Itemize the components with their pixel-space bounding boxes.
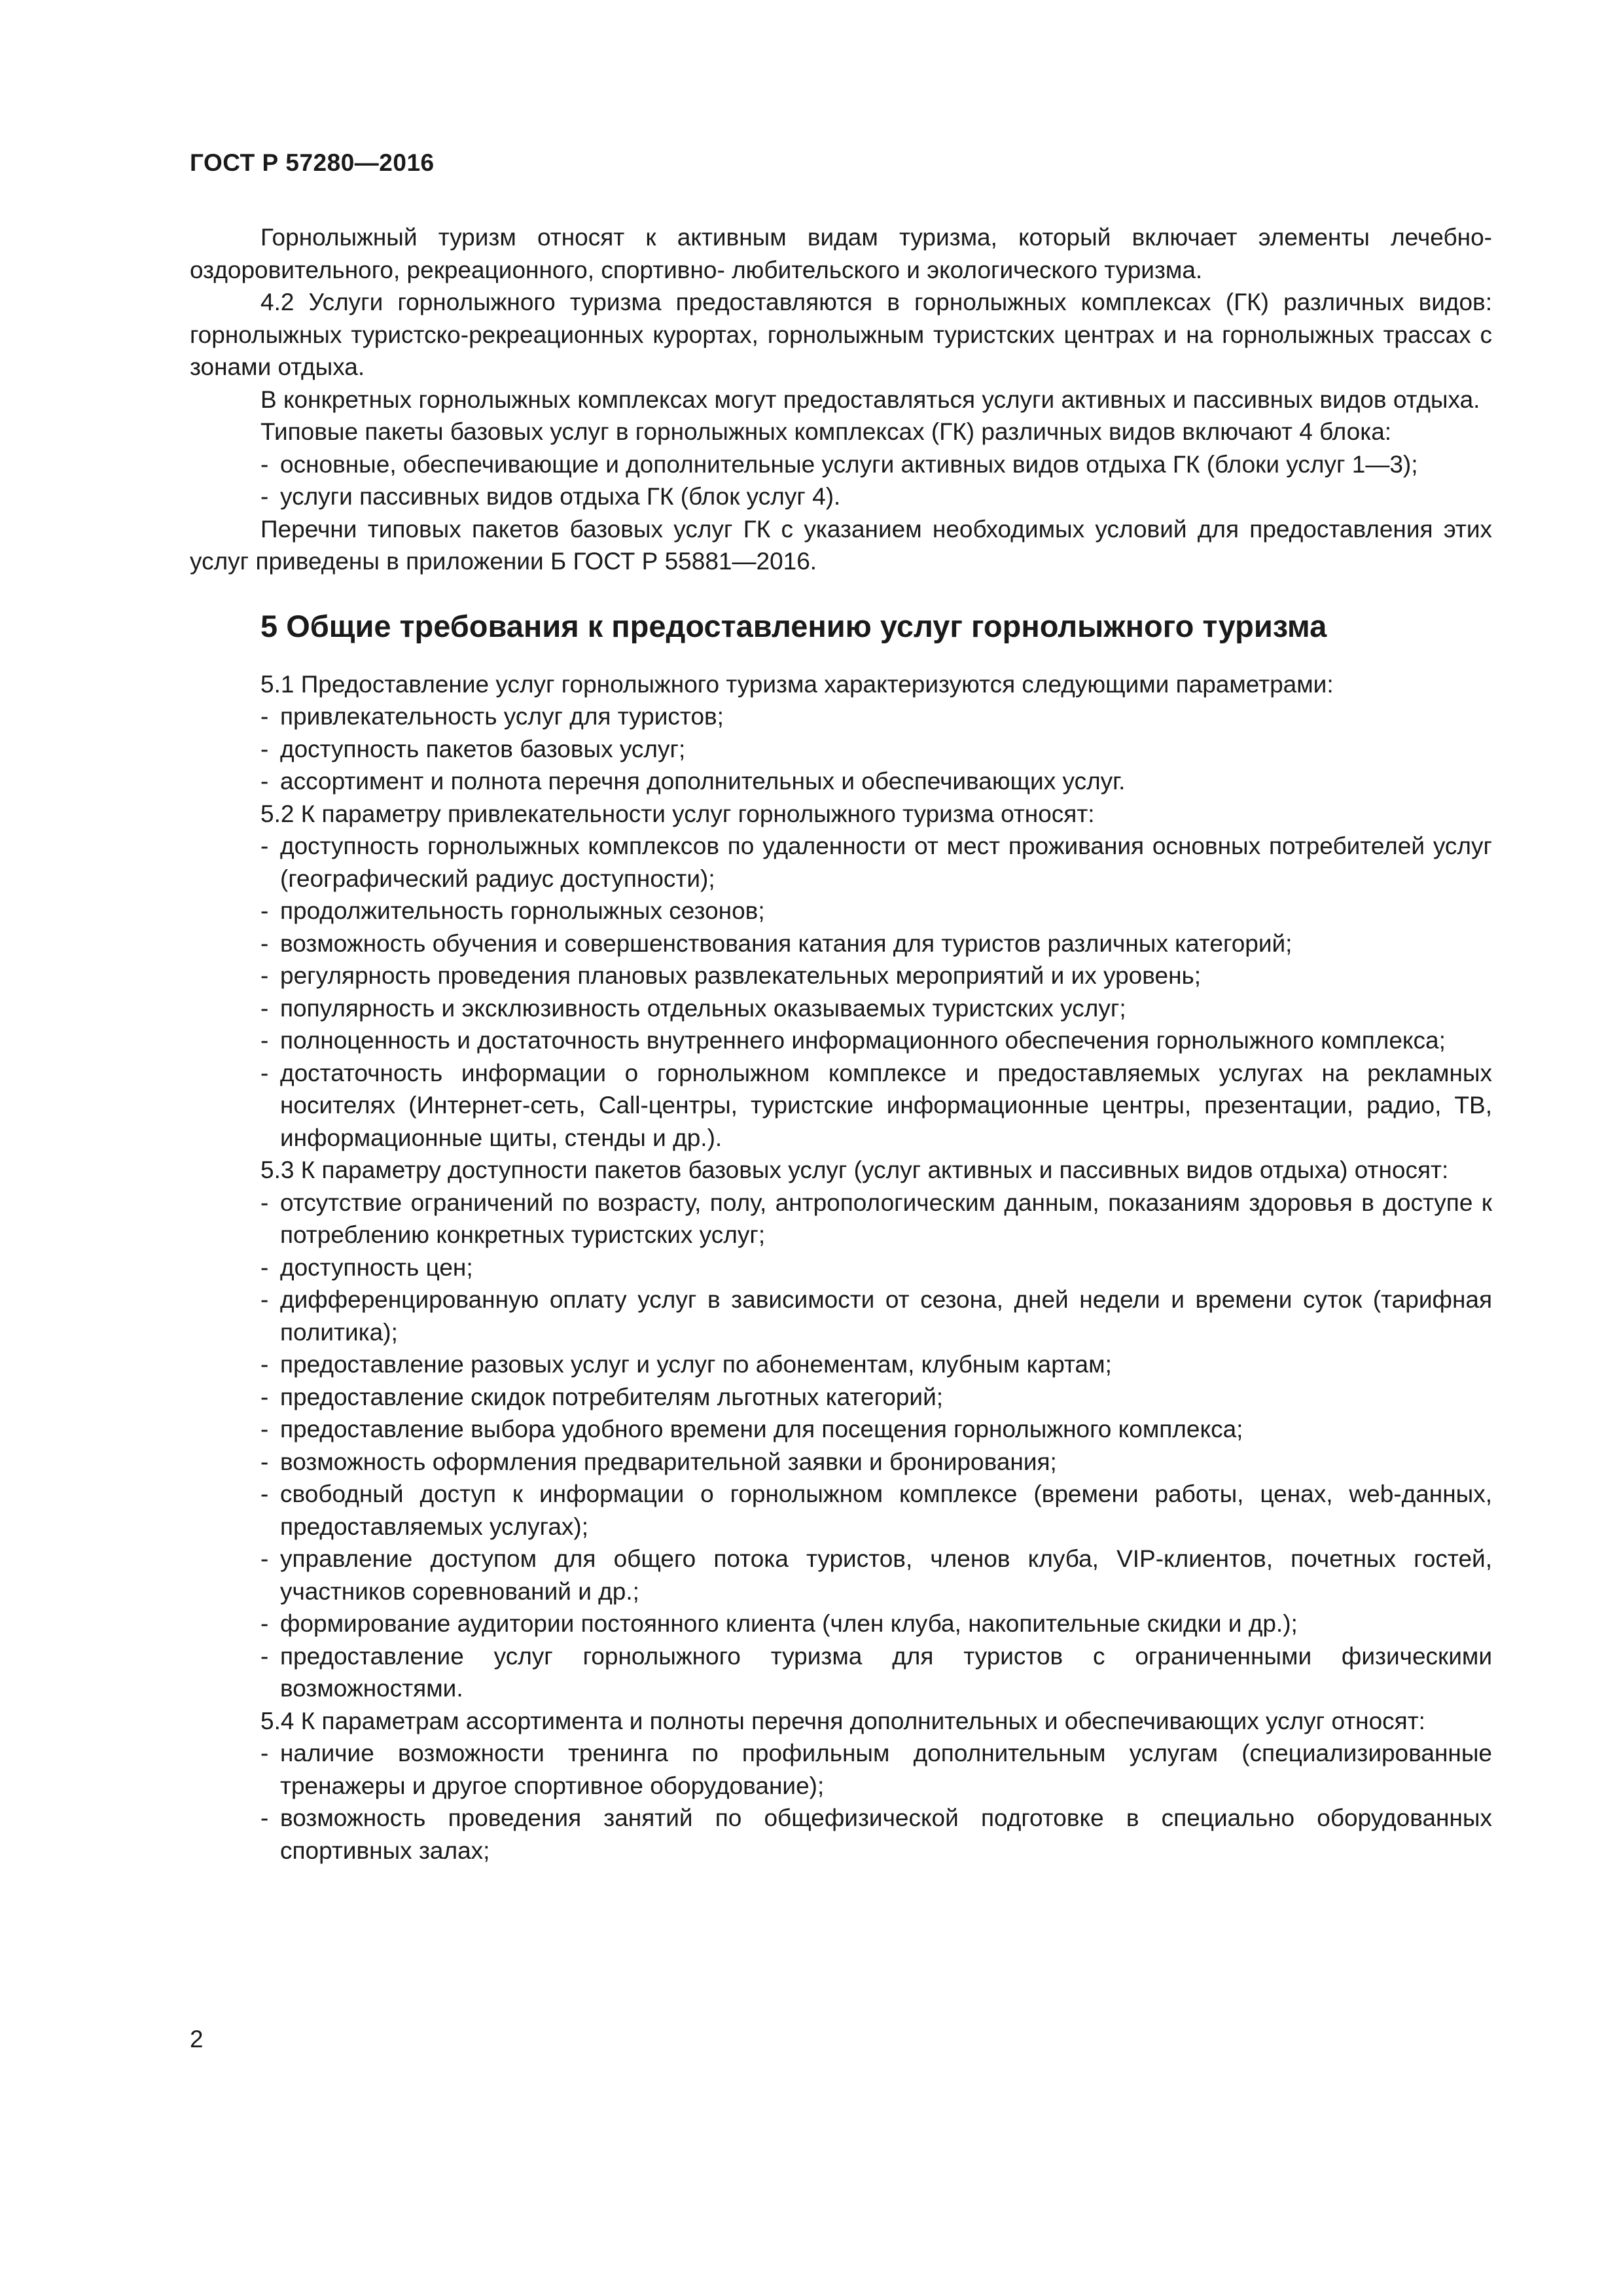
list-item: - управление доступом для общего потока туристов, членов клуба, VIP-клиентов, почетных гостей, участников соревнований и др.;: [260, 1543, 1492, 1607]
list-item: - возможность проведения занятий по общефизической подготовке в специально оборудованных спортивных залах;: [260, 1802, 1492, 1867]
list-item: - наличие возможности тренинга по профильным дополнительным услугам (специализированные тренажеры и другое спортивное оборудование);: [260, 1737, 1492, 1802]
paragraph: 4.2 Услуги горнолыжного туризма предоставляются в горнолыжных комплексах (ГК) различных видов: горнолыжных туристско-рекреационных курортах, горнолыжным туристских центрах и на горнолыжных трассах с зонами отдыха.: [190, 289, 1492, 380]
list-item: - свободный доступ к информации о горнолыжном комплексе (времени работы, ценах, web-данных, предоставляемых услугах);: [260, 1478, 1492, 1543]
paragraph: Типовые пакеты базовых услуг в горнолыжных комплексах (ГК) различных видов включают 4 блока:: [260, 418, 1392, 445]
list-item: - формирование аудитории постоянного клиента (член клуба, накопительные скидки и др.);: [260, 1607, 1492, 1640]
paragraph: 5.2 К параметру привлекательности услуг горнолыжного туризма относят:: [260, 800, 1095, 827]
list-item: - ассортимент и полнота перечня дополнительных и обеспечивающих услуг.: [260, 765, 1492, 798]
list-item: - доступность цен;: [260, 1251, 1492, 1284]
list-item: - дифференцированную оплату услуг в зависимости от сезона, дней недели и времени суток (тарифная политика);: [260, 1283, 1492, 1348]
list-item: - регулярность проведения плановых развлекательных мероприятий и их уровень;: [260, 960, 1492, 992]
list-item: - продолжительность горнолыжных сезонов;: [260, 895, 1492, 927]
list-item: - предоставление выбора удобного времени для посещения горнолыжного комплекса;: [260, 1413, 1492, 1446]
page-number: 2: [190, 2026, 204, 2053]
list-item: - полноценность и достаточность внутреннего информационного обеспечения горнолыжного комплекса;: [260, 1024, 1492, 1057]
list-item: - достаточность информации о горнолыжном комплексе и предоставляемых услугах на рекламных носителях (Интернет-сеть, Call-центры, туристские информационные центры, презентации, радио, ТВ, информационные щиты, стенды и др.).: [260, 1057, 1492, 1155]
list-item: - доступность горнолыжных комплексов по удаленности от мест проживания основных потребителей услуг (географический радиус доступности);: [260, 830, 1492, 895]
paragraph: 5.1 Предоставление услуг горнолыжного туризма характеризуются следующими параметрами:: [260, 670, 1334, 698]
bullet-list: [190, 1187, 1492, 1705]
paragraph: Перечни типовых пакетов базовых услуг ГК с указанием необходимых условий для предоставления этих услуг приведены в приложении Б ГОСТ Р 55881—2016.: [190, 515, 1492, 575]
list-item: - основные, обеспечивающие и дополнительные услуги активных видов отдыха ГК (блоки услуг 1—3);: [260, 448, 1492, 481]
list-item: - популярность и эксклюзивность отдельных оказываемых туристских услуг;: [260, 992, 1492, 1025]
list-item: - отсутствие ограничений по возрасту, полу, антропологическим данным, показаниям здоровья в доступе к потреблению конкретных туристских услуг;: [260, 1187, 1492, 1251]
list-item: - возможность оформления предварительной заявки и бронирования;: [260, 1446, 1492, 1479]
list-item: - услуги пассивных видов отдыха ГК (блок услуг 4).: [260, 480, 1492, 513]
paragraph: 5.3 К параметру доступности пакетов базовых услуг (услуг активных и пассивных видов отдыха) относят:: [260, 1157, 1449, 1183]
list-item: - привлекательность услуг для туристов;: [260, 700, 1492, 733]
list-item: - предоставление разовых услуг и услуг по абонементам, клубным картам;: [260, 1348, 1492, 1381]
list-item: - возможность обучения и совершенствования катания для туристов различных категорий;: [260, 927, 1492, 960]
list-item: - предоставление услуг горнолыжного туризма для туристов с ограниченными физическими возможностями.: [260, 1640, 1492, 1705]
list-item: - доступность пакетов базовых услуг;: [260, 733, 1492, 766]
paragraph: Горнолыжный туризм относят к активным видам туризма, который включает элементы лечебно-оздоровительного, рекреационного, спортивно- любительского и экологического туризма.: [190, 224, 1492, 283]
paragraph: 5.4 К параметрам ассортимента и полноты перечня дополнительных и обеспечивающих услуг относят:: [260, 1707, 1425, 1734]
document-header: ГОСТ Р 57280—2016: [190, 149, 435, 176]
bullet-list: [190, 448, 1492, 513]
bullet-list: [190, 700, 1492, 798]
bullet-list: [190, 830, 1492, 1154]
section-title: 5 Общие требования к предоставлению услуг горнолыжного туризма: [260, 608, 1327, 643]
list-item: - предоставление скидок потребителям льготных категорий;: [260, 1381, 1492, 1414]
document-body: [190, 221, 1492, 1867]
paragraph: В конкретных горнолыжных комплексах могут предоставляться услуги активных и пассивных видов отдыха.: [260, 386, 1480, 413]
bullet-list: [190, 1737, 1492, 1867]
